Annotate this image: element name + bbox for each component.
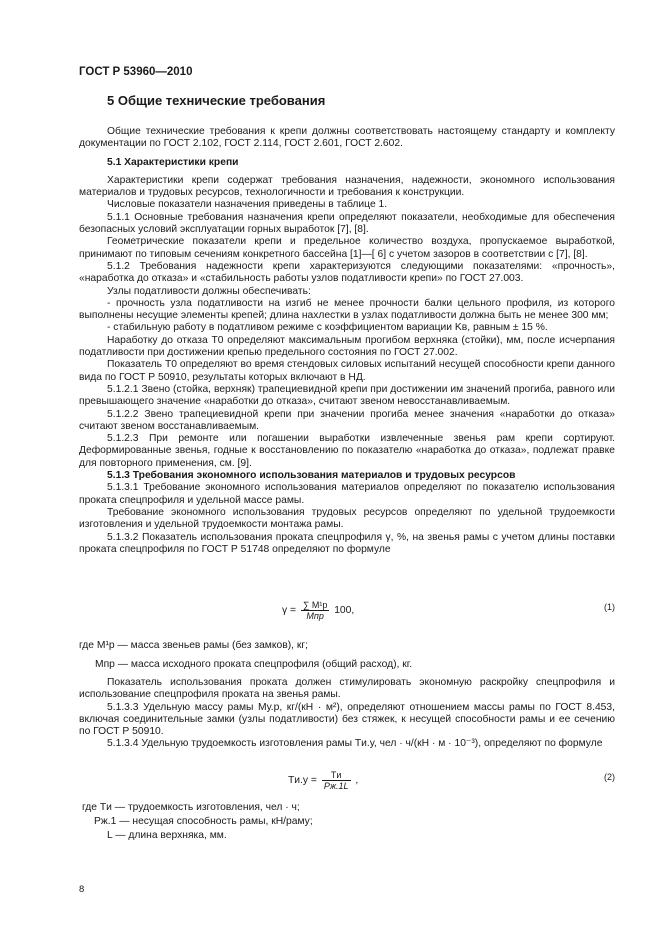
formula-number: (1) bbox=[604, 602, 615, 612]
paragraph: 5.1.2.2 Звено трапециевидной крепи при значении прогиба менее значения «наработки до отказа» считают звеном восстанавливаемым. bbox=[79, 408, 615, 432]
definition-row bbox=[94, 816, 313, 827]
definition-row bbox=[107, 830, 227, 841]
definition-symbol: Mпр — bbox=[95, 659, 129, 670]
definition-symbol: где Tи — bbox=[82, 802, 126, 813]
paragraph: Показатель использования проката должен стимулировать экономную раскройку спецпрофиля и использование спецпрофиля проката на звенья рамы. bbox=[79, 677, 615, 701]
formula-numerator: ∑ M¹р bbox=[302, 600, 328, 610]
paragraph: Геометрические показатели крепи и предельное количество воздуха, пропускаемое выработкой, принимают по типовым сечениям конкретного бассейна [1]—[ 6] с учетом зазоров в соответствии с [7], [8]. bbox=[79, 236, 615, 260]
paragraph: Требование экономного использования трудовых ресурсов определяют по удельной трудоемкости изготовления и удельной трудоемкости монтажа рамы. bbox=[79, 506, 615, 531]
formula-fraction bbox=[301, 600, 329, 621]
paragraph: 5.1.3.2 Показатель использования проката спецпрофиля γ, %, на звенья рамы с учетом длины поставки проката спецпрофиля по ГОСТ Р 51748 определяют по формуле bbox=[79, 531, 615, 555]
definition-row bbox=[82, 802, 300, 813]
formula-1 bbox=[282, 600, 354, 621]
subsection-heading: 5.1.3 Требования экономного использования материалов и трудовых ресурсов bbox=[107, 470, 516, 482]
paragraph: 5.1.3.3 Удельную массу рамы Mу.р, кг/(кН · м²), определяют отношением массы рамы по ГОСТ 8.453, включая соединительные замки (узлы податливости) без стяжек, к несущей способности рамы и ее сечению по ГОСТ Р 50910. bbox=[79, 701, 615, 738]
definition-symbol: L — bbox=[107, 830, 126, 841]
formula-2 bbox=[288, 770, 358, 791]
paragraph: Характеристики крепи содержат требования назначения, надежности, экономного использования материалов и трудовых ресурсов, технологичности и требования к конструкции. bbox=[79, 174, 615, 199]
formula-lhs: γ = bbox=[282, 605, 297, 617]
definition-text: длина верхняка, мм. bbox=[128, 830, 227, 841]
formula-denominator: Mпр bbox=[306, 611, 324, 621]
formula-rhs: , bbox=[355, 775, 359, 787]
section-title: 5 Общие технические требования bbox=[107, 93, 326, 108]
definition-symbol: Pж.1 — bbox=[94, 816, 130, 827]
definition-row bbox=[79, 640, 308, 651]
formula-number: (2) bbox=[604, 772, 615, 782]
text-block-2 bbox=[79, 677, 615, 751]
definition-text: масса исходного проката спецпрофиля (общий расход), кг. bbox=[130, 659, 413, 670]
definition-text: масса звеньев рамы (без замков), кг; bbox=[130, 640, 308, 651]
paragraph: 5.1.2.1 Звено (стойка, верхняк) трапециевидной крепи при достижении им значений прогиба, равного или превышающего значение «наработки до отказа», считают звеном невосстанавливаемым. bbox=[79, 383, 615, 408]
paragraph: 5.1.2 Требования надежности крепи характеризуются следующими показателями: «прочность», «наработка до отказа» и «стабильность работы узлов податливости крепи» по ГОСТ 27.003. bbox=[79, 260, 615, 285]
paragraph: Числовые показатели назначения приведены в таблице 1. bbox=[107, 199, 388, 211]
definition-row bbox=[95, 659, 412, 670]
paragraph: 5.1.3.4 Удельную трудоемкость изготовления рамы Tи.у, чел · ч/(кН · м · 10⁻³), определяют по формуле bbox=[107, 738, 603, 750]
paragraph: Наработку до отказа T0 определяют максимальным прогибом верхняка (стойки), мм, после исчерпания податливости при достижении крепью предельного состояния по ГОСТ 27.002. bbox=[79, 334, 615, 359]
definition-text: трудоемкость изготовления, чел · ч; bbox=[127, 802, 300, 813]
page-number: 8 bbox=[79, 884, 85, 895]
document-header: ГОСТ Р 53960—2010 bbox=[79, 66, 193, 78]
formula-lhs: Tи.у = bbox=[288, 775, 317, 787]
paragraph: Общие технические требования к крепи должны соответствовать настоящему стандарту и комплекту документации по ГОСТ 2.102, ГОСТ 2.114, ГОСТ 2.601, ГОСТ 2.602. bbox=[79, 126, 615, 150]
formula-rhs: 100, bbox=[334, 605, 355, 617]
definition-text: несущая способность рамы, кН/раму; bbox=[132, 816, 313, 827]
paragraph: 5.1.1 Основные требования назначения крепи определяют показатели, необходимые для обеспечения безопасных условий эксплуатации горных выработок [7], [8]. bbox=[79, 211, 615, 236]
paragraph: Показатель T0 определяют во время стендовых силовых испытаний несущей способности крепи данного вида по ГОСТ Р 50910, результаты которых включают в НД. bbox=[79, 359, 615, 383]
subsection-heading: 5.1 Характеристики крепи bbox=[107, 156, 239, 168]
paragraph: - прочность узла податливости на изгиб не менее прочности балки цельного профиля, из которого выполнены несущие элементы крепей; длина нахлестки в узлах податливости должна быть не менее 300 мм; bbox=[79, 297, 615, 322]
definition-symbol: где M¹р — bbox=[79, 640, 128, 651]
formula-fraction bbox=[322, 770, 351, 791]
paragraph: 5.1.3.1 Требование экономного использования материалов определяют по показателю использования проката спецпрофиля и удельной массе рамы. bbox=[79, 482, 615, 506]
formula-denominator: Pж.1L bbox=[323, 781, 349, 791]
paragraph: 5.1.2.3 При ремонте или погашении выработки извлеченные звенья рам крепи сортируют. Деформированные звенья, годные к восстановлению по показателю «наработка до отказа», подлежат правке для повторного применения, см. [9]. bbox=[79, 433, 615, 469]
paragraph: - стабильную работу в податливом режиме с коэффициентом вариации Kв, равным ± 15 %. bbox=[107, 322, 548, 334]
text-block-1 bbox=[79, 126, 615, 556]
paragraph: Узлы податливости должны обеспечивать: bbox=[107, 285, 311, 297]
formula-numerator: Tи bbox=[322, 770, 351, 781]
